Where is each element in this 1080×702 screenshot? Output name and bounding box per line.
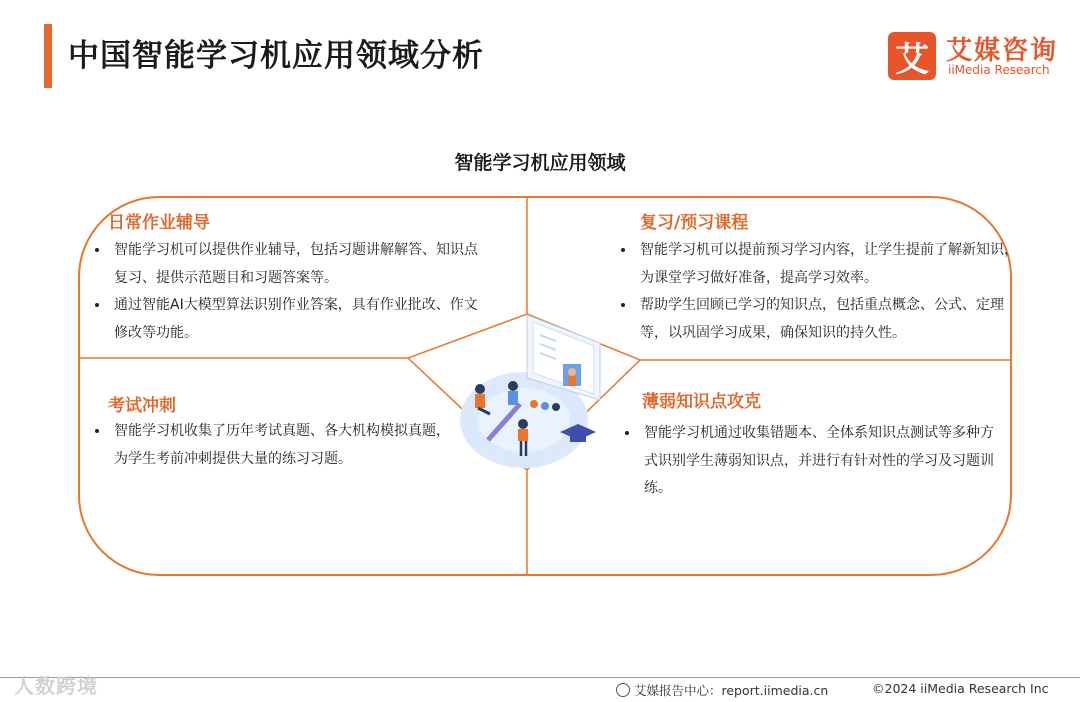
bullet-item: • 帮助学生回顾已学习的知识点，包括重点概念、公式、定理等，以巩固学习成果，确保知识的持久性。 (636, 292, 1019, 347)
quadrant-title-exam: 考试冲刺 (108, 396, 176, 416)
footer-copyright: ©2024 iiMedia Research Inc (872, 681, 1049, 696)
bullet-item: • 智能学习机可以提前预习学习内容，让学生提前了解新知识，为课堂学习做好准备，提高学习效率。 (636, 237, 1019, 292)
diagram-title: 智能学习机应用领域 (454, 152, 626, 174)
quadrant-text-exam (88, 418, 458, 473)
footer-source (616, 681, 828, 699)
globe-icon (616, 683, 630, 697)
footer-divider (0, 677, 1080, 678)
bullet-item: • 智能学习机可以提供作业辅导，包括习题讲解解答、知识点复习、提供示范题目和习题答案等。 (110, 237, 478, 292)
quadrant-text-weakpoints (618, 420, 998, 503)
bullet-item: • 通过智能AI大模型算法识别作业答案，具有作业批改、作文修改等功能。 (110, 292, 478, 347)
logo-mark: 艾 (888, 32, 936, 80)
quadrant-title-homework: 日常作业辅导 (108, 213, 210, 233)
quadrant-text-review (614, 237, 1019, 347)
bullet-item: • 智能学习机通过收集错题本、全体系知识点测试等多种方式识别学生薄弱知识点，并进行有针对性的学习及习题训练。 (640, 420, 998, 503)
watermark: 人数跨境 (14, 674, 98, 698)
bullet-item: • 智能学习机收集了历年考试真题、各大机构模拟真题，为学生考前冲刺提供大量的练习习题。 (110, 418, 458, 473)
quadrant-title-weakpoints: 薄弱知识点攻克 (642, 392, 761, 412)
page-title: 中国智能学习机应用领域分析 (68, 38, 484, 74)
quadrant-title-review: 复习/预习课程 (640, 213, 749, 233)
logo-name-cn: 艾媒咨询 (946, 36, 1059, 66)
quadrant-text-homework (88, 237, 478, 347)
footer-source-text: 艾媒报告中心：report.iimedia.cn (634, 683, 829, 698)
logo-name-en: iiMedia Research (948, 63, 1050, 77)
